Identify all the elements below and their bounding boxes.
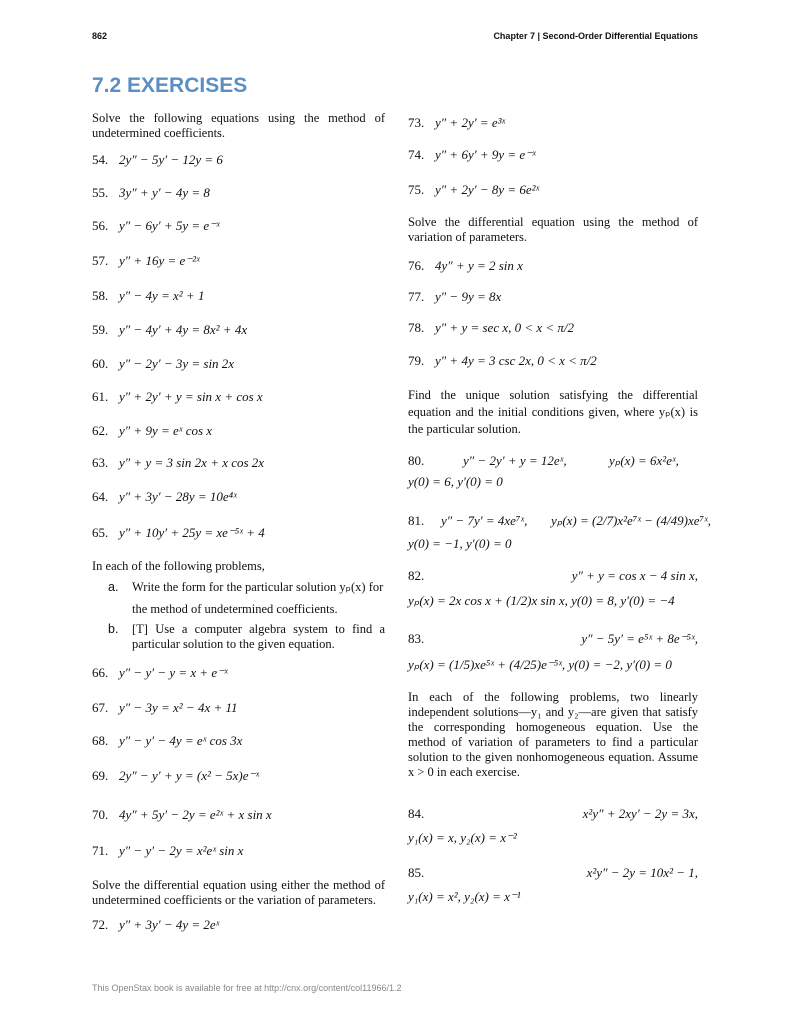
- equation: y″ − 7y′ = 4xe⁷ˣ,: [441, 513, 528, 528]
- initial-conditions: y(0) = −1, y′(0) = 0: [408, 536, 512, 551]
- initial-conditions: y(0) = 6, y′(0) = 0: [408, 474, 503, 489]
- exercise: [92, 253, 200, 269]
- exercise-number: 71.: [92, 843, 109, 858]
- exercise-number: 67.: [92, 700, 109, 715]
- intro-ivp: Find the unique solution satisfying the differential equation and the initial conditions given, where yₚ(x) is the particular solution.: [408, 388, 698, 436]
- footer: This OpenStax book is available for free at http://cnx.org/content/col11966/1.2: [92, 983, 402, 993]
- exercise-number: 61.: [92, 389, 109, 404]
- equation: y″ + 2y′ − 8y = 6e²ˣ: [435, 182, 540, 197]
- exercise: [408, 353, 597, 369]
- equation: y″ − 2y′ − 3y = sin 2x: [119, 356, 235, 371]
- exercise: [92, 423, 212, 439]
- equation: x²y″ − 2y = 10x² − 1,: [586, 865, 698, 880]
- equation: y″ + 3y′ − 4y = 2eˣ: [119, 917, 220, 932]
- exercise-number: 81.: [408, 513, 425, 528]
- equation: y″ + 2y′ = e³ˣ: [435, 115, 506, 130]
- label-b: b.: [108, 622, 119, 636]
- exercise-number: 78.: [408, 320, 425, 335]
- homogeneous-solutions: y₁(x) = x, y₂(x) = x⁻²: [408, 830, 517, 845]
- intro-either: Solve the differential equation using either the method of undetermined coefficients or the variation of parameters.: [92, 878, 385, 907]
- equation: y″ + 6y′ + 9y = e⁻ˣ: [435, 147, 536, 162]
- exercise: [92, 152, 223, 168]
- exercise-number: 84.: [408, 806, 425, 821]
- equation: y″ − 5y′ = e⁵ˣ + 8e⁻⁵ˣ,: [581, 631, 698, 646]
- exercise: [408, 147, 536, 163]
- exercise: [92, 218, 220, 234]
- initial-conditions: yₚ(x) = 2x cos x + (1/2)x sin x, y(0) = 8, y′(0) = −4: [408, 593, 675, 608]
- text-b: [T] Use a computer algebra system to find a particular solution to the given equation.: [132, 622, 385, 651]
- subitem-b: [108, 622, 385, 652]
- equation: y″ + 2y′ + y = sin x + cos x: [119, 389, 263, 404]
- section-title: 7.2 EXERCISES: [92, 74, 248, 97]
- exercise-number: 59.: [92, 322, 109, 337]
- equation: 2y″ − 5y′ − 12y = 6: [119, 152, 223, 167]
- exercise-number: 55.: [92, 185, 109, 200]
- exercise-number: 80.: [408, 453, 425, 468]
- exercise-number: 60.: [92, 356, 109, 371]
- exercise-number: 77.: [408, 289, 425, 304]
- exercise: [92, 356, 234, 372]
- equation: 4y″ + y = 2 sin x: [435, 258, 523, 273]
- equation: y″ − 4y′ + 4y = 8x² + 4x: [119, 322, 248, 337]
- exercise: [92, 185, 210, 201]
- page-number: 862: [92, 31, 108, 41]
- equation: 2y″ − y′ + y = (x² − 5x)e⁻ˣ: [119, 768, 260, 783]
- exercise: [92, 389, 263, 405]
- equation: y″ + y = cos x − 4 sin x,: [571, 568, 698, 583]
- equation: y″ − y′ − 4y = eˣ cos 3x: [119, 733, 243, 748]
- exercise-number: 73.: [408, 115, 425, 130]
- exercise-number: 82.: [408, 568, 425, 583]
- exercise-number: 72.: [92, 917, 109, 932]
- equation: y″ − 2y′ + y = 12eˣ,: [463, 453, 567, 468]
- exercise-number: 58.: [92, 288, 109, 303]
- exercise: [92, 455, 264, 471]
- exercise: [92, 768, 259, 784]
- exercise-number: 70.: [92, 807, 109, 822]
- exercise-number: 57.: [92, 253, 109, 268]
- equation: y″ + 10y′ + 25y = xe⁻⁵ˣ + 4: [119, 525, 265, 540]
- intro-undetermined: Solve the following equations using the method of undetermined coefficients.: [92, 111, 385, 140]
- intro-linear: In each of the following problems, two linearly independent solutions—y₁ and y₂—are given that satisfy the corresponding homogeneous equation. Use the method of variation of parameters to find a particular solution to the given nonhomogeneous equation. Assume x > 0 in each exercise.: [408, 690, 698, 779]
- exercise: [92, 525, 265, 541]
- exercise: [92, 288, 204, 304]
- equation: y″ + 4y = 3 csc 2x, 0 < x < π/2: [435, 353, 597, 368]
- exercise-number: 76.: [408, 258, 425, 273]
- exercise-number: 66.: [92, 665, 109, 680]
- exercise: [92, 665, 228, 681]
- exercise-number: 74.: [408, 147, 425, 162]
- exercise-number: 79.: [408, 353, 425, 368]
- equation: x²y″ + 2xy′ − 2y = 3x,: [582, 806, 698, 821]
- particular-solution: yₚ(x) = (2/7)x²e⁷ˣ − (4/49)xe⁷ˣ,: [551, 513, 711, 528]
- exercise-number: 63.: [92, 455, 109, 470]
- homogeneous-solutions: y₁(x) = x², y₂(x) = x⁻¹: [408, 889, 521, 904]
- exercise: [408, 182, 539, 198]
- particular-solution: yₚ(x) = 6x²eˣ,: [609, 453, 679, 468]
- exercise: [92, 917, 219, 933]
- equation: y″ − 9y = 8x: [435, 289, 502, 304]
- exercise: [92, 700, 238, 716]
- equation: y″ − 4y = x² + 1: [119, 288, 205, 303]
- equation: y″ + y = sec x, 0 < x < π/2: [435, 320, 575, 335]
- equation: 4y″ + 5y′ − 2y = e²ˣ + x sin x: [119, 807, 272, 822]
- intro-variation: Solve the differential equation using the method of variation of parameters.: [408, 215, 698, 244]
- exercise: [408, 320, 574, 336]
- exercise: [92, 489, 237, 505]
- intro-problems: In each of the following problems,: [92, 559, 265, 573]
- subitem-a: [108, 576, 385, 620]
- exercise: [408, 115, 505, 131]
- exercise-number: 62.: [92, 423, 109, 438]
- exercise-number: 65.: [92, 525, 109, 540]
- exercise-number: 64.: [92, 489, 109, 504]
- exercise-number: 75.: [408, 182, 425, 197]
- chapter-header: Chapter 7 | Second-Order Differential Equations: [493, 31, 698, 41]
- equation: y″ + 3y′ − 28y = 10e⁴ˣ: [119, 489, 237, 504]
- equation: y″ + 9y = eˣ cos x: [119, 423, 213, 438]
- text-a: Write the form for the particular solution yₚ(x) for the method of undetermined coefficients.: [132, 580, 384, 616]
- exercise: [92, 322, 247, 338]
- equation: y″ + 16y = e⁻²ˣ: [119, 253, 200, 268]
- exercise-number: 85.: [408, 865, 425, 880]
- exercise-number: 69.: [92, 768, 109, 783]
- label-a: a.: [108, 580, 119, 594]
- initial-conditions: yₚ(x) = (1/5)xe⁵ˣ + (4/25)e⁻⁵ˣ, y(0) = −2, y′(0) = 0: [408, 657, 672, 672]
- exercise: [408, 258, 523, 274]
- exercise-number: 83.: [408, 631, 425, 646]
- exercise: [92, 733, 242, 749]
- exercise-number: 54.: [92, 152, 109, 167]
- equation: y″ − 6y′ + 5y = e⁻ˣ: [119, 218, 220, 233]
- equation: y″ − y′ − y = x + e⁻ˣ: [119, 665, 228, 680]
- equation: 3y″ + y′ − 4y = 8: [119, 185, 210, 200]
- equation: y″ + y = 3 sin 2x + x cos 2x: [119, 455, 265, 470]
- exercise: [92, 843, 243, 859]
- exercise-number: 56.: [92, 218, 109, 233]
- equation: y″ − y′ − 2y = x²eˣ sin x: [119, 843, 244, 858]
- exercise: [408, 289, 501, 305]
- exercise-number: 68.: [92, 733, 109, 748]
- equation: y″ − 3y = x² − 4x + 11: [119, 700, 238, 715]
- exercise: [92, 807, 272, 823]
